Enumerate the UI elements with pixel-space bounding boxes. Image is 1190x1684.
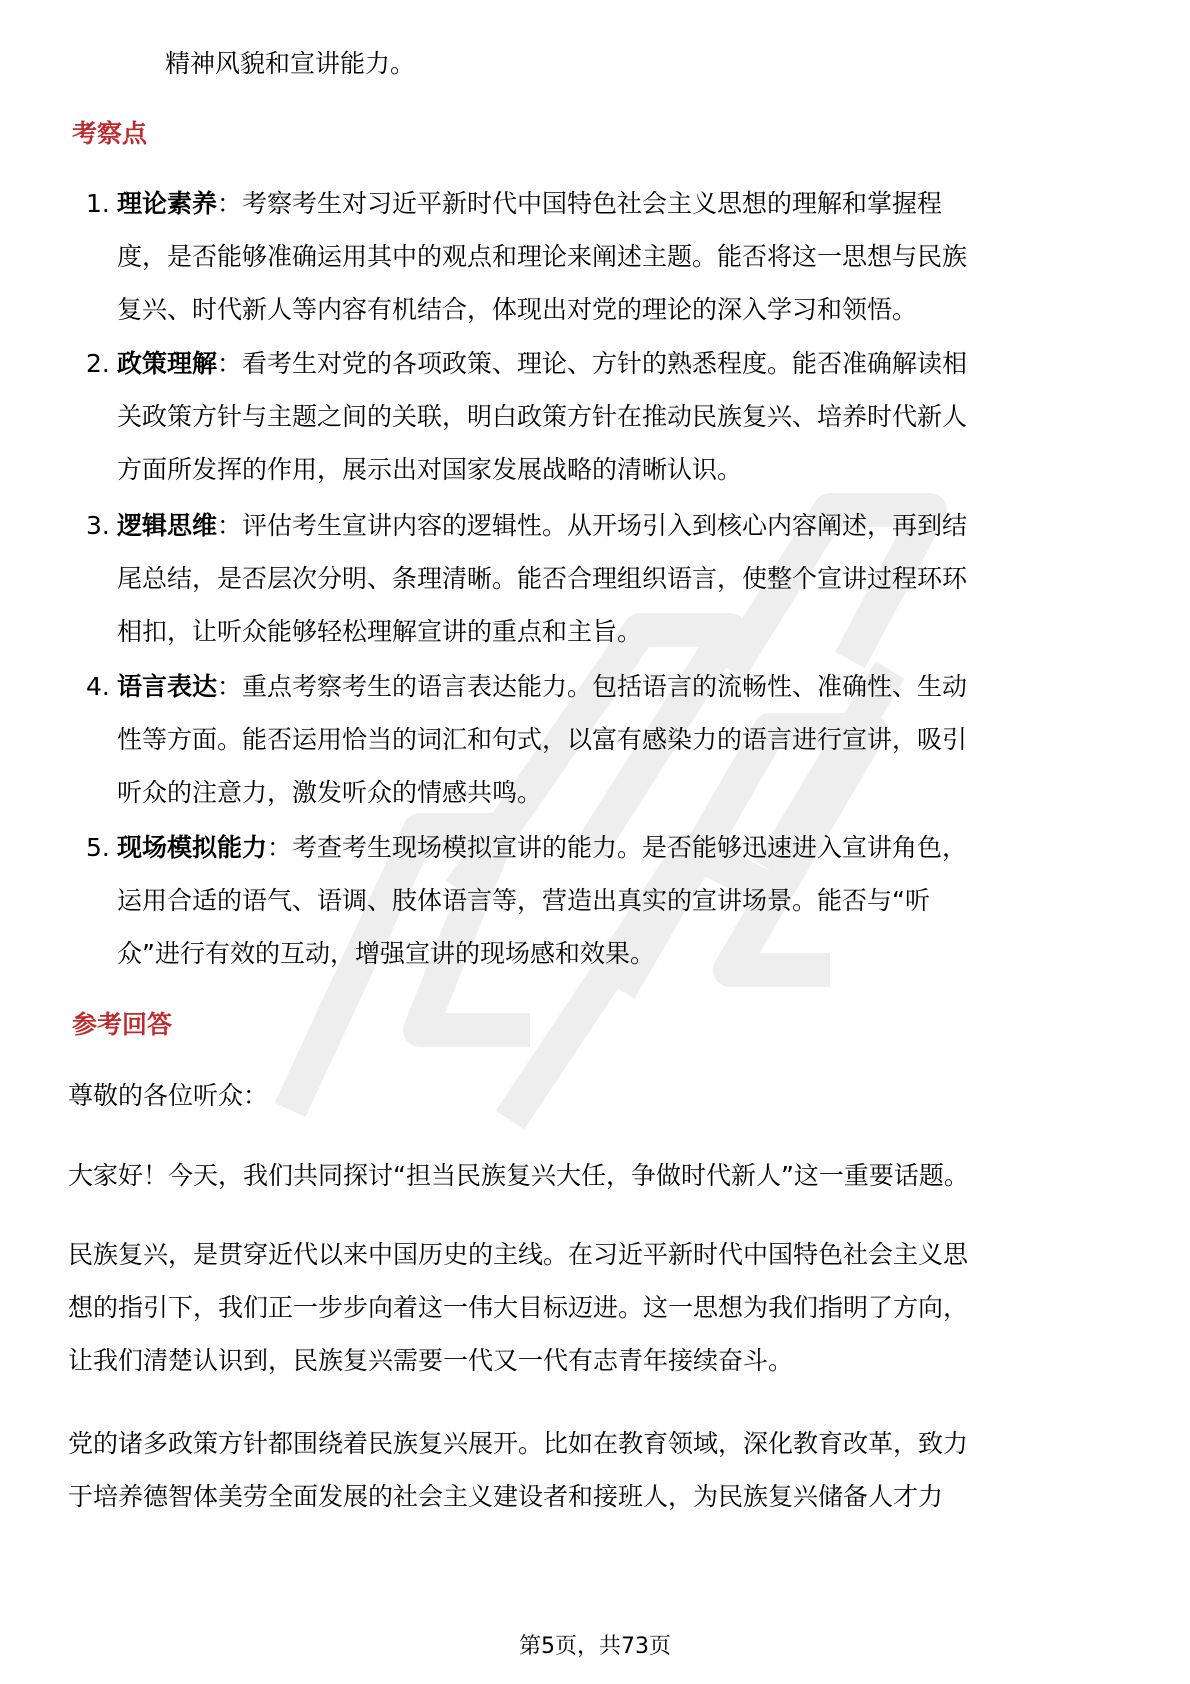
list-item-text: 考察考生对习近平新时代中国特色社会主义思想的理解和掌握程 [242, 189, 943, 218]
paragraph-line: 大家好！今天，我们共同探讨“担当民族复兴大任，争做时代新人”这一重要话题。 [68, 1161, 969, 1190]
list-item-line [117, 346, 967, 382]
list-item-line [117, 830, 967, 866]
list-item-line: 相扣，让听众能够轻松理解宣讲的重点和主旨。 [117, 617, 643, 646]
list-item-number: 1. [86, 189, 110, 218]
list-item-line: 度，是否能够准确运用其中的观点和理论来阐述主题。能否将这一思想与民族 [117, 242, 968, 271]
list-item-text: 评估考生宣讲内容的逻辑性。从开场引入到核心内容阐述，再到结 [242, 511, 968, 540]
section-heading-reference-answer: 参考回答 [72, 1010, 173, 1039]
list-item-text: 考查考生现场模拟宣讲的能力。是否能够迅速进入宣讲角色， [292, 833, 968, 862]
list-item-term: 政策理解 [117, 349, 218, 378]
list-item-term: 理论素养 [117, 189, 218, 218]
list-item-text: 看考生对党的各项政策、理论、方针的熟悉程度。能否准确解读相 [242, 349, 968, 378]
list-item-term: 逻辑思维 [117, 511, 218, 540]
list-item-separator: ： [217, 189, 243, 218]
list-item-number: 3. [86, 511, 110, 540]
list-item-line: 复兴、时代新人等内容有机结合，体现出对党的理论的深入学习和领悟。 [117, 295, 918, 324]
list-item-separator: ： [217, 511, 243, 540]
list-item-term: 现场模拟能力 [117, 833, 268, 862]
list-item-separator: ： [267, 833, 293, 862]
list-item-number: 5. [86, 833, 110, 862]
list-item-number: 2. [86, 349, 110, 378]
list-item-line: 听众的注意力，激发听众的情感共鸣。 [117, 778, 543, 807]
list-item-line [117, 508, 967, 544]
list-item-line: 尾总结，是否层次分明、条理清晰。能否合理组织语言，使整个宣讲过程环环 [117, 564, 968, 593]
list-item-text: 重点考察考生的语言表达能力。包括语言的流畅性、准确性、生动 [242, 672, 968, 701]
paragraph-line: 党的诸多政策方针都围绕着民族复兴展开。比如在教育领域，深化教育改革，致力 [68, 1429, 969, 1458]
paragraph-line: 尊敬的各位听众： [68, 1081, 269, 1110]
list-item-line: 关政策方针与主题之间的关联，明白政策方针在推动民族复兴、培养时代新人 [117, 402, 968, 431]
list-item-number: 4. [86, 672, 110, 701]
list-item-separator: ： [217, 349, 243, 378]
list-item-separator: ： [217, 672, 243, 701]
list-item-line: 性等方面。能否运用恰当的词汇和句式，以富有感染力的语言进行宣讲，吸引 [117, 725, 968, 754]
section-heading-checkpoints: 考察点 [72, 119, 148, 148]
page-footer: 第5页，共73页 [519, 1634, 671, 1659]
continuation-text: 精神风貌和宣讲能力。 [165, 49, 416, 78]
list-item-term: 语言表达 [117, 672, 218, 701]
paragraph-line: 想的指引下，我们正一步步向着这一伟大目标迈进。这一思想为我们指明了方向， [68, 1293, 969, 1322]
list-item-line: 众”进行有效的互动，增强宣讲的现场感和效果。 [117, 939, 655, 968]
paragraph-line: 让我们清楚认识到，民族复兴需要一代又一代有志青年接续奋斗。 [68, 1346, 794, 1375]
list-item-line [117, 186, 942, 222]
list-item-line [117, 669, 967, 705]
list-item-line: 方面所发挥的作用，展示出对国家发展战略的清晰认识。 [117, 455, 743, 484]
paragraph-line: 民族复兴，是贯穿近代以来中国历史的主线。在习近平新时代中国特色社会主义思 [68, 1240, 969, 1269]
paragraph-line: 于培养德智体美劳全面发展的社会主义建设者和接班人，为民族复兴储备人才力 [68, 1482, 944, 1511]
list-item-line: 运用合适的语气、语调、肢体语言等，营造出真实的宣讲场景。能否与“听 [117, 886, 930, 915]
